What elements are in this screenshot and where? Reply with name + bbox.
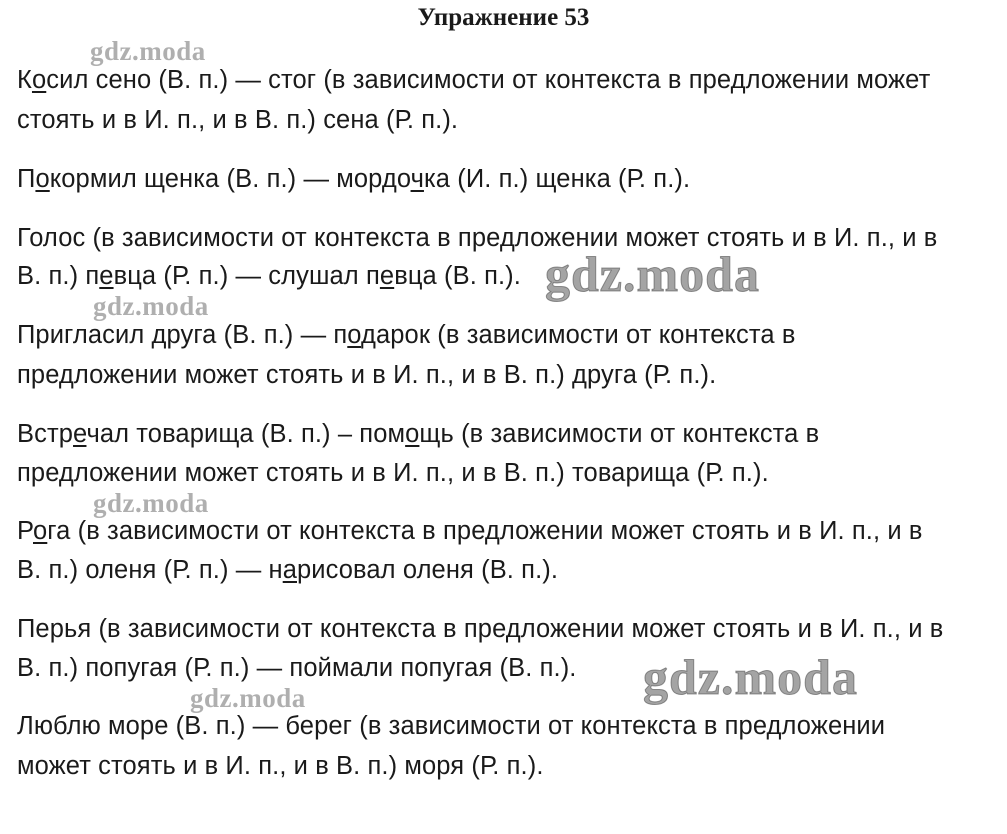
stressed-letter: ч — [410, 165, 424, 193]
text-line: Люблю море (В. п.) — берег (в зависимости от контекста в предложении — [17, 712, 886, 740]
text-line: В. п.) певца (Р. п.) — слушал певца (В. п.). — [17, 262, 521, 290]
watermark-logo: gdz.moda — [90, 36, 206, 66]
stressed-letter: о — [347, 321, 362, 349]
watermark-logo: gdz.moda — [93, 291, 209, 321]
watermark-logo: gdz.moda — [190, 683, 306, 713]
watermark-logo-large: gdz.moda — [643, 649, 858, 705]
text-line: Пригласил друга (В. п.) — подарок (в зависимости от контекста в — [17, 321, 796, 349]
stressed-letter: е — [73, 420, 87, 448]
stressed-letter: о — [35, 165, 50, 193]
text-line: Перья (в зависимости от контекста в предложении может стоять и в И. п., и в — [17, 615, 944, 643]
exercise-title: Упражнение 53 — [417, 4, 590, 31]
text-line: Голос (в зависимости от контекста в предложении может стоять и в И. п., и в — [17, 224, 938, 252]
text-line: Рога (в зависимости от контекста в предложении может стоять и в И. п., и в — [17, 517, 923, 545]
watermark-logo: gdz.moda — [93, 488, 209, 518]
stressed-letter: е — [99, 262, 114, 290]
text-line: Косил сено (В. п.) — стог (в зависимости от контекста в предложении может — [17, 66, 931, 94]
text-line: может стоять и в И. п., и в В. п.) моря (Р. п.). — [17, 752, 544, 780]
stressed-letter: а — [282, 556, 297, 584]
stressed-letter: о — [33, 517, 48, 545]
text-line: Покормил щенка (В. п.) — мордочка (И. п.) щенка (Р. п.). — [17, 165, 691, 193]
text-line: Встречал товарища (В. п.) – помощь (в зависимости от контекста в — [17, 420, 820, 448]
text-line: предложении может стоять и в И. п., и в В. п.) товарища (Р. п.). — [17, 459, 769, 487]
stressed-letter: е — [379, 262, 395, 290]
stressed-letter: о — [405, 420, 420, 448]
text-line: стоять и в И. п., и в В. п.) сена (Р. п.). — [17, 106, 459, 134]
watermark-logo-large: gdz.moda — [545, 246, 760, 302]
text-line: предложении может стоять и в И. п., и в В. п.) друга (Р. п.). — [17, 361, 717, 389]
text-line: В. п.) попугая (Р. п.) — поймали попугая (В. п.). — [17, 654, 577, 682]
stressed-letter: о — [31, 66, 47, 94]
text-line: В. п.) оленя (Р. п.) — нарисовал оленя (В. п.). — [17, 556, 559, 584]
